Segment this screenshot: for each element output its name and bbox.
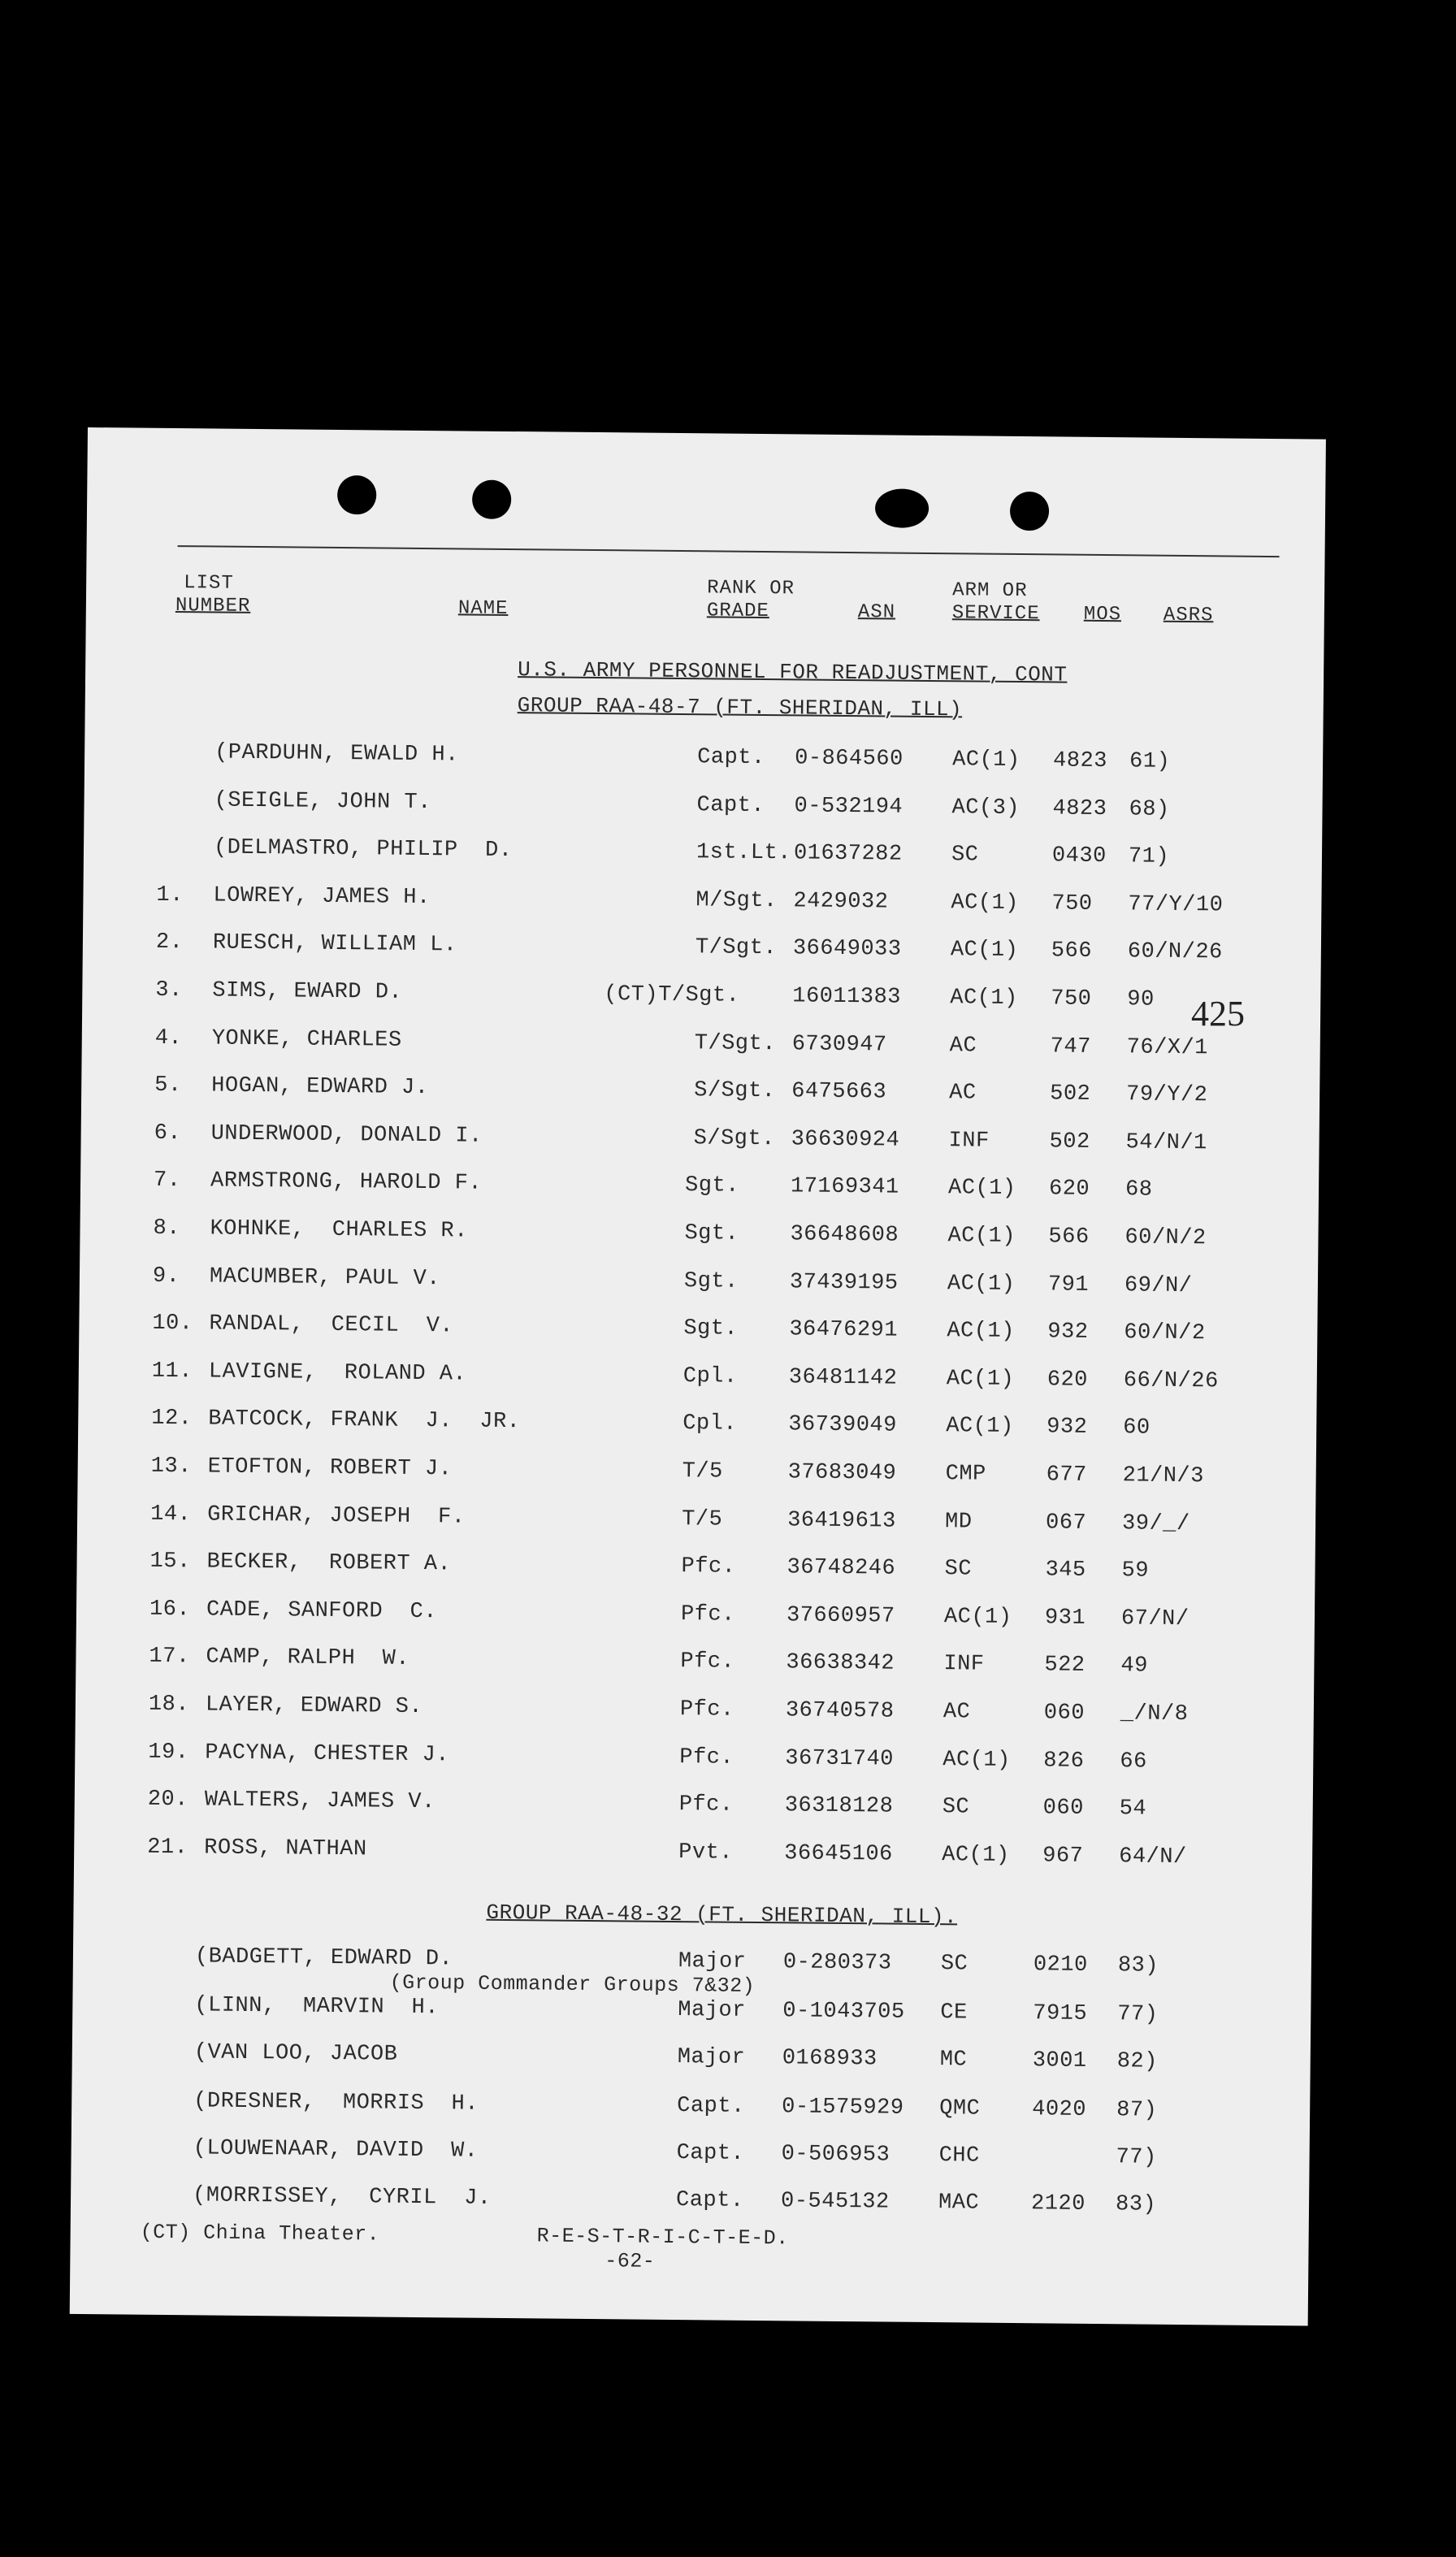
- person-name: SIMS, EWARD D.: [212, 978, 403, 1005]
- header-service: SERVICE: [951, 602, 1040, 626]
- list-number: 15.: [150, 1549, 191, 1575]
- asn-value: 6475663: [791, 1079, 887, 1105]
- asrs-score: 90: [1127, 987, 1155, 1012]
- rank-grade: Pfc.: [681, 1554, 736, 1580]
- asrs-score: 66: [1120, 1749, 1147, 1775]
- person-name: WALTERS, JAMES V.: [204, 1788, 436, 1815]
- rank-grade: Major: [678, 1998, 746, 2023]
- mos-code: 4823: [1052, 796, 1107, 822]
- rank-grade: Pfc.: [679, 1745, 734, 1770]
- rank-grade: Capt.: [696, 793, 765, 819]
- rank-grade: M/Sgt.: [696, 888, 778, 914]
- arm-service: AC: [942, 1700, 971, 1725]
- asn-value: 36649033: [792, 936, 902, 962]
- asn-value: 0-1043705: [782, 1999, 905, 2025]
- person-name: HOGAN, EDWARD J.: [211, 1073, 429, 1101]
- header-asn: ASN: [857, 601, 896, 624]
- list-number: 11.: [151, 1359, 193, 1385]
- group-heading-48-32: GROUP RAA-48-32 (FT. SHERIDAN, ILL).: [486, 1900, 958, 1930]
- mos-code: 060: [1043, 1701, 1086, 1726]
- header-number: NUMBER: [175, 595, 251, 618]
- person-name: LOWREY, JAMES H.: [213, 883, 431, 911]
- header-rank: RANK OR: [707, 577, 795, 600]
- list-number: 2.: [155, 930, 184, 956]
- mos-code: 747: [1050, 1034, 1091, 1060]
- person-name: (DELMASTRO, PHILIP D.: [213, 835, 513, 864]
- mos-code: 566: [1051, 938, 1093, 964]
- asn-value: 0-280373: [782, 1950, 892, 1976]
- person-name: (PARDUHN, EWALD H.: [214, 740, 459, 768]
- rank-grade: Pfc.: [680, 1649, 735, 1675]
- mos-code: 060: [1042, 1796, 1084, 1821]
- arm-service: MD: [944, 1510, 973, 1535]
- group-heading-48-7: GROUP RAA-48-7 (FT. SHERIDAN, ILL): [517, 693, 963, 722]
- person-name: CAMP, RALPH W.: [206, 1645, 410, 1671]
- arm-service: AC(1): [950, 986, 1018, 1012]
- asn-value: 36739049: [788, 1412, 898, 1438]
- asrs-score: 77): [1116, 2145, 1157, 2170]
- asn-value: 6730947: [791, 1032, 887, 1058]
- asrs-score: 64/N/: [1119, 1844, 1187, 1870]
- restricted-marking: R-E-S-T-R-I-C-T-E-D.: [536, 2224, 789, 2251]
- arm-service: INF: [943, 1652, 985, 1677]
- list-number: 17.: [149, 1644, 190, 1670]
- asn-value: 36318128: [784, 1793, 894, 1819]
- asn-value: 36645106: [784, 1841, 893, 1867]
- asn-value: 17169341: [790, 1174, 899, 1200]
- asrs-score: 82): [1116, 2049, 1159, 2074]
- arm-service: AC(1): [951, 891, 1020, 917]
- asrs-score: 21/N/3: [1122, 1463, 1205, 1489]
- arm-service: AC(1): [942, 1843, 1010, 1868]
- mos-code: 522: [1044, 1653, 1086, 1678]
- list-number: 12.: [151, 1406, 193, 1432]
- person-name: RANDAL, CECIL V.: [209, 1311, 454, 1339]
- person-name: LAYER, EDWARD S.: [205, 1692, 423, 1720]
- arm-service: SC: [951, 843, 979, 868]
- asn-value: 0-545132: [780, 2189, 890, 2215]
- rank-grade: 1st.Lt.: [696, 840, 792, 866]
- mos-code: 677: [1046, 1463, 1087, 1488]
- asn-value: 0168933: [782, 2046, 878, 2072]
- list-number: 1.: [156, 882, 184, 908]
- mos-code: 620: [1048, 1177, 1090, 1202]
- asrs-score: 69/N/: [1124, 1273, 1193, 1299]
- rank-grade: Capt.: [676, 2141, 745, 2166]
- mos-code: 4823: [1052, 748, 1108, 774]
- asrs-score: 68: [1124, 1177, 1153, 1203]
- asrs-score: 60: [1123, 1415, 1150, 1441]
- asrs-score: 83): [1115, 2192, 1157, 2217]
- arm-service: AC(1): [942, 1748, 1011, 1773]
- mos-code: 0210: [1033, 1952, 1088, 1978]
- asn-value: 36740578: [785, 1698, 895, 1724]
- rank-grade: Sgt.: [684, 1221, 739, 1246]
- list-number: 9.: [152, 1263, 180, 1289]
- asn-value: 36731740: [785, 1746, 895, 1772]
- asrs-score: 61): [1129, 749, 1171, 774]
- header-mos: MOS: [1083, 603, 1122, 626]
- mos-code: 502: [1050, 1081, 1091, 1107]
- asn-value: 36476291: [789, 1317, 899, 1343]
- rank-grade: S/Sgt.: [693, 1126, 775, 1152]
- arm-service: AC(1): [947, 1319, 1016, 1345]
- arm-service: CMP: [945, 1462, 986, 1487]
- list-number: 3.: [155, 977, 183, 1003]
- document-page: [70, 427, 1326, 2326]
- arm-service: INF: [948, 1129, 990, 1154]
- mos-code: 3001: [1032, 2048, 1087, 2074]
- list-number: 19.: [148, 1740, 189, 1766]
- punch-hole: [472, 480, 511, 519]
- person-name: (MORRISSEY, CYRIL J.: [192, 2183, 492, 2211]
- mos-code: 932: [1047, 1320, 1089, 1345]
- arm-service: SC: [940, 1952, 968, 1977]
- rank-grade: S/Sgt.: [694, 1078, 776, 1104]
- mos-code: 0430: [1051, 843, 1107, 869]
- asrs-score: 77/Y/10: [1128, 892, 1224, 918]
- list-number: 8.: [153, 1216, 181, 1242]
- arm-service: AC(1): [947, 1272, 1016, 1298]
- arm-service: AC(1): [950, 938, 1019, 964]
- mos-code: 7915: [1033, 2001, 1088, 2026]
- arm-service: AC(3): [951, 795, 1020, 821]
- list-number: 5.: [154, 1073, 182, 1099]
- arm-service: CHC: [938, 2143, 980, 2169]
- rank-grade: T/Sgt.: [694, 1031, 777, 1057]
- person-name: (LINN, MARVIN H.: [194, 1993, 440, 2021]
- asn-value: 2429032: [793, 889, 889, 915]
- group-commander-note: (Group Commander Groups 7&32): [389, 1970, 756, 1998]
- person-name: RUESCH, WILLIAM L.: [212, 930, 457, 958]
- punch-hole: [337, 475, 376, 514]
- header-asrs: ASRS: [1163, 604, 1214, 627]
- asrs-score: 67/N/: [1120, 1606, 1190, 1632]
- rank-grade: Capt.: [677, 2094, 745, 2119]
- person-name: MACUMBER, PAUL V.: [209, 1264, 441, 1292]
- person-name: KOHNKE, CHARLES R.: [210, 1216, 469, 1244]
- rank-grade: Pfc.: [680, 1602, 735, 1627]
- arm-service: AC(1): [946, 1367, 1015, 1392]
- list-number: 14.: [150, 1502, 192, 1528]
- top-rule: [178, 545, 1280, 557]
- asrs-score: 49: [1120, 1653, 1148, 1679]
- asn-value: 0-532194: [794, 794, 904, 820]
- arm-service: AC(1): [951, 748, 1020, 774]
- rank-grade: Major: [677, 2045, 746, 2070]
- asrs-score: 79/Y/2: [1126, 1082, 1208, 1108]
- mos-code: 750: [1051, 891, 1093, 917]
- asrs-score: 87): [1116, 2098, 1158, 2123]
- rank-grade: (CT)T/Sgt.: [604, 982, 740, 1008]
- arm-service: QMC: [939, 2096, 981, 2121]
- stamped-page-number: 425: [1191, 994, 1245, 1034]
- arm-service: CE: [940, 2000, 968, 2026]
- column-header: [88, 427, 1326, 627]
- asrs-score: 66/N/26: [1123, 1368, 1219, 1394]
- mos-code: 826: [1043, 1749, 1085, 1774]
- asn-value: 36748246: [786, 1555, 896, 1581]
- arm-service: AC: [949, 1081, 977, 1106]
- person-name: (BADGETT, EDWARD D.: [194, 1944, 453, 1972]
- list-number: 4.: [154, 1025, 183, 1051]
- rank-grade: Sgt.: [683, 1316, 739, 1341]
- person-name: GRICHAR, JOSEPH F.: [207, 1502, 466, 1530]
- header-name: NAME: [457, 597, 509, 620]
- asn-value: 0-1575929: [782, 2095, 904, 2121]
- person-name: ROSS, NATHAN: [204, 1835, 367, 1862]
- asrs-score: 54: [1119, 1796, 1147, 1822]
- rank-grade: Sgt.: [683, 1269, 739, 1294]
- person-name: UNDERWOOD, DONALD I.: [210, 1121, 483, 1149]
- asn-value: 36630924: [791, 1127, 900, 1153]
- asn-value: 0-506953: [781, 2142, 890, 2168]
- punch-hole: [875, 488, 929, 528]
- asn-value: 37660957: [786, 1603, 895, 1629]
- asrs-score: 77): [1117, 2002, 1159, 2027]
- mos-code: 932: [1046, 1415, 1088, 1440]
- list-number: 7.: [153, 1168, 181, 1194]
- list-number: 13.: [150, 1454, 192, 1480]
- arm-service: MAC: [938, 2191, 980, 2216]
- footnote-china-theater: (CT) China Theater.: [140, 2220, 380, 2247]
- list-number: 6.: [154, 1120, 182, 1146]
- arm-service: AC(1): [947, 1224, 1016, 1250]
- person-name: LAVIGNE, ROLAND A.: [208, 1359, 467, 1387]
- rank-grade: T/Sgt.: [695, 935, 778, 961]
- rank-grade: Sgt.: [684, 1173, 740, 1198]
- list-number: 18.: [148, 1692, 190, 1718]
- arm-service: MC: [939, 2048, 968, 2073]
- list-number: 10.: [152, 1311, 193, 1337]
- arm-service: SC: [942, 1795, 970, 1820]
- asn-value: 36638342: [786, 1650, 895, 1676]
- asrs-score: 60/N/2: [1124, 1320, 1206, 1346]
- mos-code: 967: [1042, 1844, 1084, 1869]
- mos-code: 750: [1051, 986, 1092, 1012]
- person-name: ARMSTRONG, HAROLD F.: [210, 1168, 483, 1196]
- section-title: U.S. ARMY PERSONNEL FOR READJUSTMENT, CONT: [518, 657, 1068, 687]
- asrs-score: 71): [1128, 844, 1170, 869]
- arm-service: AC(1): [947, 1176, 1016, 1202]
- arm-service: SC: [944, 1557, 973, 1582]
- asn-value: 01637282: [793, 841, 903, 867]
- arm-service: AC(1): [943, 1605, 1012, 1630]
- rank-grade: Pfc.: [678, 1792, 734, 1818]
- person-name: (LOUWENAAR, DAVID W.: [193, 2136, 479, 2164]
- list-number: 20.: [147, 1787, 189, 1813]
- asn-value: 36419613: [786, 1508, 896, 1534]
- asrs-score: 60/N/2: [1124, 1225, 1207, 1251]
- rank-grade: Cpl.: [682, 1411, 738, 1437]
- rank-grade: Major: [678, 1949, 747, 1974]
- header-grade: GRADE: [706, 600, 770, 623]
- header-arm: ARM OR: [951, 579, 1028, 603]
- rank-grade: Capt.: [696, 745, 765, 771]
- asrs-score: 39/_/: [1121, 1511, 1190, 1537]
- asn-value: 36648608: [790, 1222, 899, 1248]
- person-name: BATCOCK, FRANK J. JR.: [208, 1406, 521, 1435]
- person-name: PACYNA, CHESTER J.: [205, 1740, 450, 1768]
- rank-grade: T/5: [681, 1507, 723, 1532]
- asn-value: 16011383: [792, 984, 902, 1010]
- asrs-score: 60/N/26: [1127, 939, 1223, 965]
- mos-code: 4020: [1032, 2097, 1087, 2122]
- mos-code: 502: [1049, 1129, 1090, 1155]
- mos-code: 791: [1047, 1272, 1090, 1298]
- asrs-score: 76/X/1: [1126, 1035, 1209, 1061]
- person-name: (SEIGLE, JOHN T.: [214, 788, 431, 816]
- rank-grade: Pfc.: [679, 1697, 734, 1723]
- header-list: LIST: [184, 572, 234, 595]
- page-number: -62-: [604, 2249, 656, 2273]
- person-name: ETOFTON, ROBERT J.: [207, 1454, 453, 1482]
- asrs-score: 54/N/1: [1125, 1130, 1207, 1156]
- mos-code: 2120: [1030, 2191, 1086, 2217]
- list-number: 16.: [149, 1597, 191, 1623]
- arm-service: AC(1): [946, 1414, 1014, 1439]
- asrs-score: 68): [1129, 797, 1170, 822]
- person-name: BECKER, ROBERT A.: [206, 1549, 452, 1577]
- asn-value: 0-864560: [794, 746, 904, 772]
- rank-grade: T/5: [682, 1459, 723, 1484]
- punch-hole: [1010, 492, 1049, 531]
- asrs-score: 59: [1121, 1558, 1150, 1584]
- person-name: (VAN LOO, JACOB: [193, 2040, 398, 2067]
- asn-value: 36481142: [788, 1365, 898, 1391]
- rank-grade: Capt.: [675, 2188, 744, 2213]
- asn-value: 37683049: [787, 1460, 897, 1486]
- mos-code: 067: [1045, 1510, 1087, 1536]
- person-name: YONKE, CHARLES: [211, 1026, 402, 1053]
- arm-service: AC: [949, 1034, 977, 1059]
- asn-value: 37439195: [789, 1270, 899, 1296]
- person-name: (DRESNER, MORRIS H.: [193, 2089, 479, 2117]
- mos-code: 345: [1045, 1558, 1086, 1583]
- mos-code: 566: [1048, 1224, 1090, 1250]
- mos-code: 931: [1044, 1606, 1086, 1631]
- mos-code: 620: [1046, 1367, 1089, 1393]
- list-number: 21.: [147, 1835, 188, 1861]
- asrs-score: 83): [1117, 1953, 1159, 1978]
- asrs-score: _/N/8: [1120, 1701, 1189, 1727]
- rank-grade: Cpl.: [682, 1364, 738, 1389]
- person-name: CADE, SANFORD C.: [206, 1597, 438, 1625]
- rank-grade: Pvt.: [678, 1840, 734, 1866]
